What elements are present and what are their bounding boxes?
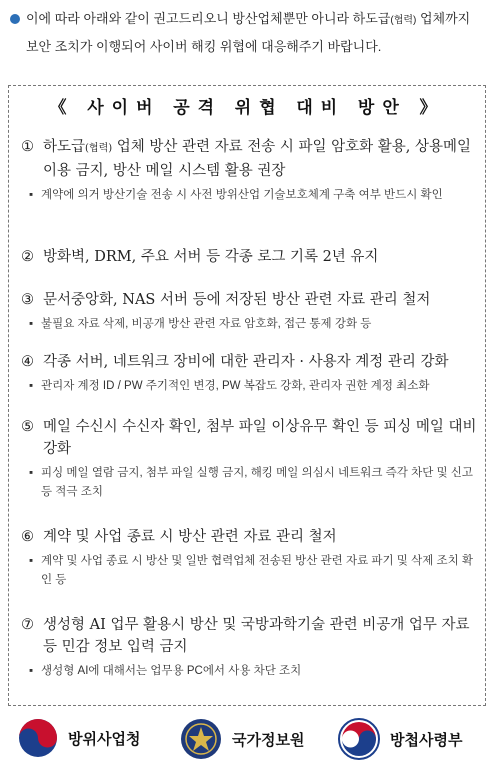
- item-detail: ▪ 계약 및 사업 종료 시 방산 및 일반 협력업체 전송된 방산 관련 자료 파기 및 삭제 조치 확인 등: [21, 552, 481, 590]
- org-name: 방첩사령부: [390, 731, 463, 749]
- small-bullet-icon: ▪: [29, 555, 34, 567]
- measure-item-7: [21, 614, 481, 681]
- item-number: ⑦: [21, 617, 34, 633]
- logo-nis: [180, 718, 304, 760]
- small-bullet-icon: ▪: [29, 189, 34, 201]
- intro-line-1: 이에 따라 아래와 같이 권고드리오니 방산업체뿐만 아니라 하도급(협력) 업체까지: [10, 6, 490, 34]
- item-number: ③: [21, 292, 34, 308]
- org-name: 국가정보원: [232, 731, 305, 749]
- box-title: 《 사이버 공격 위협 대비 방안 》: [49, 98, 445, 117]
- item-heading: 방화벽, DRM, 주요 서버 등 각종 로그 기록 2년 유지: [43, 249, 379, 265]
- item-detail: ▪ 계약에 의거 방산기술 전송 시 사전 방위산업 기술보호체계 구축 여부 반드시 확인: [21, 186, 481, 205]
- item-number: ⑥: [21, 529, 34, 545]
- item-heading: 생성형 AI 업무 활용시 방산 및 국방과학기술 관련 비공개 업무 자료 등 민감 정보 입력 금지: [43, 617, 470, 655]
- item-detail: ▪ 관리자 계정 ID / PW 주기적인 변경, PW 복잡도 강화, 관리자 권한 계정 최소화: [21, 377, 481, 396]
- org-name: 방위사업청: [68, 730, 141, 748]
- item-detail: ▪ 피싱 메일 열람 금지, 첨부 파일 실행 금지, 해킹 메일 의심시 네트워크 즉각 차단 및 신고 등 적극 조치: [21, 464, 481, 502]
- small-bullet-icon: ▪: [29, 380, 34, 392]
- logo-dcc: [338, 718, 462, 760]
- footer-logos: [0, 712, 497, 765]
- dcc-emblem-icon: [338, 718, 380, 760]
- item-heading: 계약 및 사업 종료 시 방산 관련 자료 관리 철저: [43, 529, 337, 545]
- small-bullet-icon: ▪: [29, 665, 34, 677]
- measure-item-6: [21, 526, 481, 590]
- measures-box: [8, 85, 486, 706]
- measure-item-3: [21, 289, 481, 334]
- item-number: ④: [21, 354, 34, 370]
- item-number: ⑤: [21, 419, 34, 435]
- measure-item-5: [21, 416, 481, 502]
- item-heading: 각종 서버, 네트워크 장비에 대한 관리자 · 사용자 계정 관리 강화: [43, 354, 449, 370]
- intro-line-2: 보안 조치가 이행되어 사이버 해킹 위협에 대응해주기 바랍니다.: [26, 39, 382, 54]
- taegeuk-icon: [18, 718, 58, 758]
- item-heading: 메일 수신시 수신자 확인, 첨부 파일 이상유무 확인 등 피싱 메일 대비 강화: [43, 419, 477, 457]
- logo-dapa: [18, 718, 140, 758]
- item-number: ①: [21, 139, 34, 155]
- small-bullet-icon: ▪: [29, 318, 34, 330]
- item-number: ②: [21, 249, 34, 265]
- measure-item-2: [21, 246, 481, 268]
- item-detail: ▪ 생성형 AI에 대해서는 업무용 PC에서 사용 차단 조치: [21, 662, 481, 681]
- measure-item-1: [21, 136, 481, 205]
- item-detail: ▪ 불필요 자료 삭제, 비공개 방산 관련 자료 암호화, 접근 통제 강화 등: [21, 315, 481, 334]
- blue-bullet-icon: [10, 14, 20, 24]
- intro-paragraph: [10, 6, 490, 60]
- item-heading: 문서중앙화, NAS 서버 등에 저장된 방산 관련 자료 관리 철저: [43, 292, 431, 308]
- measure-item-4: [21, 351, 481, 396]
- small-bullet-icon: ▪: [29, 467, 34, 479]
- item-heading: 하도급(협력) 업체 방산 관련 자료 전송 시 파일 암호화 활용, 상용메일 이용 금지, 방산 메일 시스템 활용 권장: [43, 139, 472, 179]
- nis-emblem-icon: [180, 718, 222, 760]
